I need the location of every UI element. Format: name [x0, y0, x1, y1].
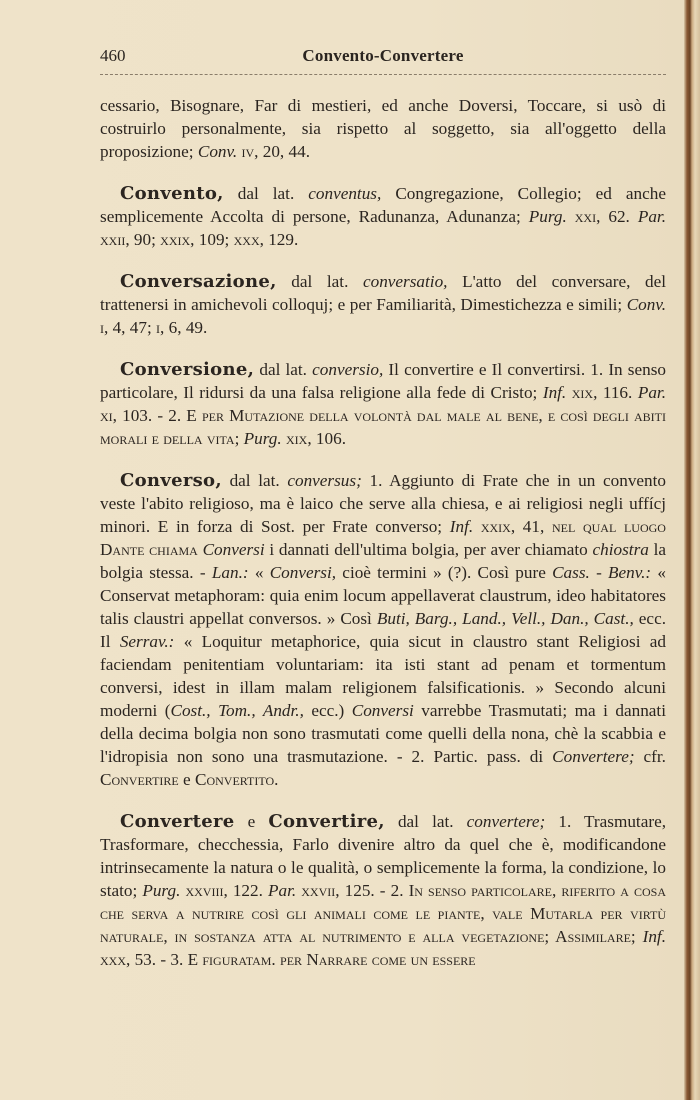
commentator: Cost., Tom., Andr., [170, 701, 304, 720]
entry-text: 1. Trasmutare, Trasformare, checchessia, Farlo divenire altro da quel che è, modificandone intrinsecamente la natura o le qualità, o semplicemente la forma, la condizione, lo stato; [100, 812, 666, 900]
italic-term: Conversi [351, 701, 414, 720]
reference: Inf. [642, 927, 666, 946]
entry-text: dal lat. [254, 360, 313, 379]
entry-text: . [274, 770, 279, 789]
page-number: 460 [100, 46, 126, 65]
reference: Conv. [626, 295, 666, 314]
entry-converso [100, 469, 666, 791]
entry-conversione [100, 358, 666, 450]
reference: Inf. [542, 383, 567, 402]
entry-text: e [178, 770, 195, 789]
header-rule [100, 74, 666, 75]
etymology: convertere; [466, 812, 546, 831]
entry-text: dal lat. [223, 184, 309, 203]
headword: Conversazione, [120, 271, 277, 292]
cross-reference: Convertito [194, 770, 275, 789]
entry-text: dal lat. [384, 812, 467, 831]
headword: Converso, [120, 470, 222, 491]
entry-text: Congregazione, Collegio; ed anche semplicemente Accolta di persone, Radunanza, Adunanza; [100, 184, 666, 226]
etymology: conversus; [287, 471, 362, 490]
entry-text: la bolgia stessa. - [100, 540, 667, 582]
entry-text: cessario, Bisognare, Far di mestieri, ed anche Doversi, Toccare, si usò di costruirlo personalmente, sia rispetto al soggetto, sia all'oggetto della proposizione; [100, 96, 666, 161]
reference: Par. [637, 383, 666, 402]
entry-text: ecc.) [303, 701, 352, 720]
entry-text: xix, 116. [566, 383, 638, 402]
entry-text: ecc. Il [100, 609, 666, 651]
reference: Purg. [528, 207, 567, 226]
commentator: Cass. - Benv.: [552, 563, 652, 582]
entry-text: xi, 103. - 2. E per Mutazione della volontà dal male al bene, e così degli abiti morali e della vita; [100, 406, 666, 448]
entry-text: xxvii, 125. - 2. In senso particolare, riferito a cosa che serva a nutrire così gli animali come le piante, vale Mutarla per virtù naturale, in sostanza atta al nutrimento e alla vegetazione; Assimilare; [100, 881, 666, 946]
entry-text: iv, 20, 44. [237, 142, 310, 161]
entry-text: xxix, 41, nel qual luogo Dante chiama [100, 517, 666, 559]
headword: Convertire, [268, 811, 385, 832]
entry-text: « Loquitur metaphorice, quia sicut in claustro stant Religiosi ad faciendam penitentiam voluntariam: ita isti stant ad penam et tormentum conversi, idest in illam malam religionem falsificationis. » Secondo alcuni moderni ( [100, 632, 667, 720]
italic-term: Conversi, [269, 563, 337, 582]
reference: Purg. [243, 429, 282, 448]
reference: Conv. [197, 142, 238, 161]
page-body [100, 94, 666, 990]
entry-text: 1. Aggiunto di Frate che in un convento veste l'abito religioso, ma è laico che serve alla chiesa, e ai religiosi negli uffícj minori. E in forza di Sost. per Frate converso; [100, 471, 666, 536]
entry-convertere [100, 810, 666, 971]
entry-text: Il convertire e Il convertirsi. 1. In senso particolare, Il ridursi da una falsa religione alla fede di Cristo; [100, 360, 666, 402]
etymology: conversatio, [362, 272, 448, 291]
entry-text: xxii, 90; xxix, 109; xxx, 129. [100, 230, 299, 249]
commentator: Lan.: [211, 563, 249, 582]
entry-text: L'atto del conversare, del trattenersi in amichevoli colloquj; e per Familiarità, Dimestichezza e simili; [100, 272, 666, 314]
entry-conversazione [100, 270, 666, 339]
italic-term: Convertere; [552, 747, 635, 766]
entry-text: cioè termini » (?). Così pure [336, 563, 553, 582]
headword: Conversione, [120, 359, 255, 380]
reference: Par. [637, 207, 667, 226]
entry-text: i dannati dell'ultima bolgia, per aver chiamato [264, 540, 593, 559]
entry-convento [100, 182, 666, 251]
reference: Purg. [142, 881, 181, 900]
entry-text: dal lat. [221, 471, 288, 490]
entry-text: xxviii, 122. [180, 881, 268, 900]
entry-text: xix, 106. [281, 429, 346, 448]
entry-text: e [234, 812, 269, 831]
etymology: conventus, [308, 184, 382, 203]
reference: Inf. [449, 517, 474, 536]
headword: Convertere [120, 811, 235, 832]
commentator: Buti, Barg., Land., Vell., Dan., Cast., [376, 609, 634, 628]
entry-text: dal lat. [276, 272, 363, 291]
page-header [100, 44, 666, 74]
running-head: Convento-Convertere [302, 46, 464, 65]
entry-text: xxx, 53. - 3. E figuratam. per Narrare come un essere [100, 950, 476, 969]
entry-text: i, 4, 47; i, 6, 49. [100, 318, 208, 337]
commentator: Serrav.: [119, 632, 175, 651]
entry-text: « Conservat metaphoram: quia enim locum appellaverat claustrum, ideo habitatores talis claustri appellat conversos. » Così [100, 563, 666, 628]
entry-text: « [248, 563, 270, 582]
entry-text: cfr. [634, 747, 666, 766]
page-edge [684, 0, 700, 1100]
etymology: conversio, [312, 360, 384, 379]
reference: Par. [268, 881, 297, 900]
italic-term: chiostra [592, 540, 649, 559]
headword: Convento, [120, 183, 224, 204]
italic-term: Conversi [202, 540, 265, 559]
entry-text: xxi, 62. [566, 207, 638, 226]
cross-reference: Convertire [100, 770, 179, 789]
entry-text: varrebbe Trasmutati; ma i dannati della decima bolgia non sono trasmutati come quelli della nona, chè la scabbia e l'idropisia non sono una trasmutazione. - 2. Partic. pass. di [100, 701, 666, 766]
entry-continuation [100, 94, 666, 163]
